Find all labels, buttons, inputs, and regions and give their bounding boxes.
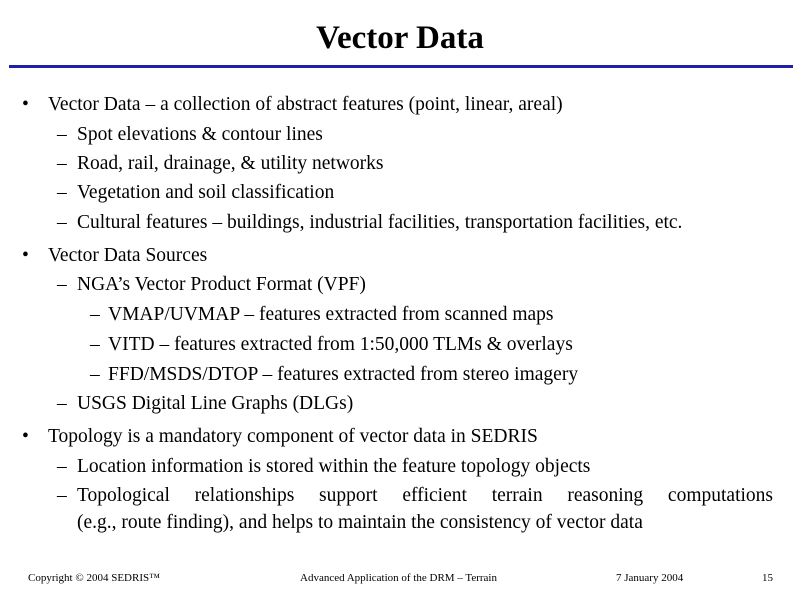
- sub-bullet-text: Location information is stored within the feature topology objects: [77, 456, 591, 477]
- dash-marker: –: [57, 456, 67, 477]
- footer-page-number: 15: [762, 572, 773, 584]
- title-divider: [9, 65, 793, 68]
- sub-bullet-text: Road, rail, drainage, & utility networks: [77, 153, 384, 174]
- sub-bullet-text: USGS Digital Line Graphs (DLGs): [77, 393, 354, 414]
- bullet-marker: •: [22, 94, 29, 115]
- dash-marker: –: [57, 124, 67, 145]
- dash-marker: –: [57, 212, 67, 233]
- dash-marker: –: [57, 274, 67, 295]
- dash-marker: –: [57, 182, 67, 203]
- bullet-marker: •: [22, 245, 29, 266]
- dash-marker: –: [57, 485, 67, 506]
- bullet-text: Vector Data – a collection of abstract features (point, linear, areal): [48, 94, 563, 115]
- dash-marker: –: [57, 153, 67, 174]
- sub-bullet-text: Cultural features – buildings, industrial facilities, transportation facilities, etc.: [77, 212, 683, 233]
- bullet-marker: •: [22, 426, 29, 447]
- bullet-text: Vector Data Sources: [48, 245, 208, 266]
- footer-title: Advanced Application of the DRM – Terrain: [300, 572, 497, 584]
- sub-sub-bullet-text: FFD/MSDS/DTOP – features extracted from stereo imagery: [108, 364, 579, 385]
- sub-bullet-text: NGA’s Vector Product Format (VPF): [77, 274, 366, 295]
- dash-marker: –: [90, 304, 100, 325]
- bullet-text: Topology is a mandatory component of vector data in SEDRIS: [48, 426, 538, 447]
- sub-bullet-text: Topological relationships support efficient terrain reasoning computations: [77, 485, 773, 506]
- sub-bullet-text: Spot elevations & contour lines: [77, 124, 323, 145]
- sub-sub-bullet-text: VITD – features extracted from 1:50,000 TLMs & overlays: [108, 334, 573, 355]
- slide-title: Vector Data: [316, 20, 484, 56]
- sub-bullet-text-continued: (e.g., route finding), and helps to maintain the consistency of vector data: [77, 512, 643, 533]
- footer-copyright: Copyright © 2004 SEDRIS™: [28, 572, 160, 584]
- sub-sub-bullet-text: VMAP/UVMAP – features extracted from scanned maps: [108, 304, 554, 325]
- sub-bullet-text: Vegetation and soil classification: [77, 182, 335, 203]
- dash-marker: –: [90, 334, 100, 355]
- footer-date: 7 January 2004: [616, 572, 684, 584]
- dash-marker: –: [57, 393, 67, 414]
- dash-marker: –: [90, 364, 100, 385]
